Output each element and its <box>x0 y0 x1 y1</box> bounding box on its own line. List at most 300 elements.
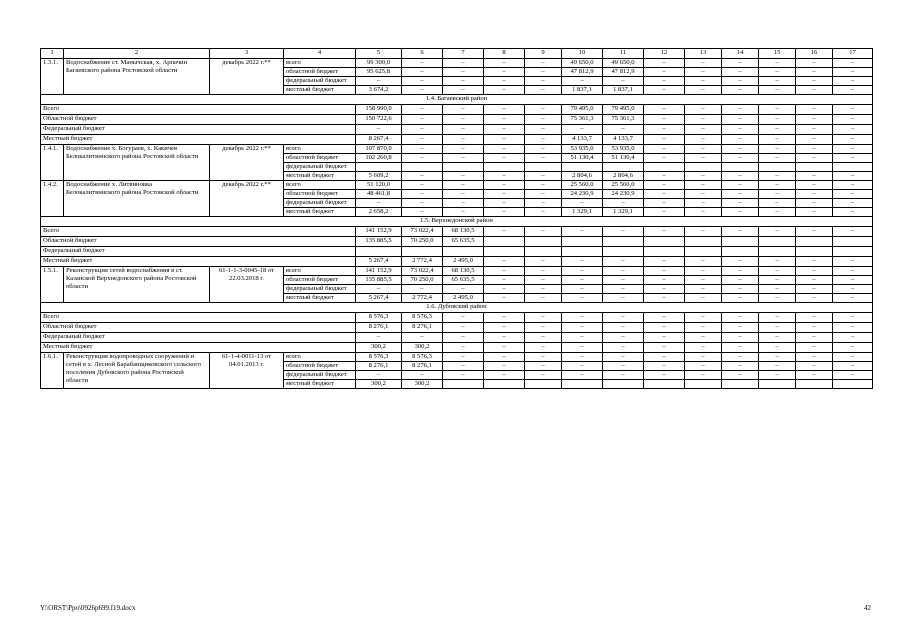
value-cell: 79 495,0 <box>562 105 603 115</box>
value-cell: – <box>562 362 603 371</box>
value-cell: – <box>833 353 873 362</box>
value-cell: 24 230,9 <box>603 190 644 199</box>
value-cell: – <box>759 105 796 115</box>
value-cell <box>833 247 873 257</box>
column-number: 13 <box>685 49 722 59</box>
value-cell: – <box>562 257 603 267</box>
column-number: 6 <box>402 49 443 59</box>
value-cell: – <box>644 323 685 333</box>
value-cell <box>759 237 796 247</box>
value-cell: – <box>356 371 402 380</box>
value-cell: – <box>796 105 833 115</box>
value-cell: – <box>402 172 443 181</box>
value-cell: – <box>443 172 484 181</box>
value-cell <box>402 247 443 257</box>
value-cell <box>603 163 644 172</box>
value-cell: – <box>402 145 443 154</box>
value-cell: – <box>685 371 722 380</box>
value-cell: – <box>402 86 443 95</box>
value-cell: – <box>443 208 484 217</box>
budget-source-label: федеральный бюджет <box>284 77 356 86</box>
value-cell: 53 935,0 <box>562 145 603 154</box>
value-cell: – <box>759 267 796 276</box>
value-cell: – <box>484 267 525 276</box>
value-cell: – <box>685 294 722 303</box>
section-row <box>41 95 873 105</box>
value-cell: – <box>603 77 644 86</box>
value-cell: – <box>402 115 443 125</box>
value-cell: – <box>685 208 722 217</box>
value-cell: – <box>443 199 484 208</box>
budget-source-label: федеральный бюджет <box>284 163 356 172</box>
value-cell: 107 870,0 <box>356 145 402 154</box>
value-cell: – <box>796 333 833 343</box>
value-cell: – <box>644 86 685 95</box>
value-cell: – <box>603 323 644 333</box>
value-cell: – <box>402 154 443 163</box>
value-cell: 49 650,0 <box>603 59 644 68</box>
value-cell: 47 812,9 <box>562 68 603 77</box>
value-cell: – <box>644 115 685 125</box>
value-cell: 1 329,1 <box>603 208 644 217</box>
project-code: 1.4.1. <box>41 145 64 181</box>
value-cell: – <box>759 135 796 145</box>
value-cell: 75 361,3 <box>603 115 644 125</box>
budget-source-label: местный бюджет <box>284 208 356 217</box>
value-cell <box>796 237 833 247</box>
total-row <box>41 105 873 115</box>
value-cell: – <box>644 313 685 323</box>
value-cell: 300,2 <box>356 380 402 389</box>
value-cell: – <box>796 77 833 86</box>
value-cell: 79 495,0 <box>603 105 644 115</box>
project-row <box>41 181 873 190</box>
value-cell: – <box>759 190 796 199</box>
value-cell: – <box>525 267 562 276</box>
value-cell: – <box>759 199 796 208</box>
budget-source-label: федеральный бюджет <box>284 199 356 208</box>
value-cell: – <box>685 267 722 276</box>
value-cell: – <box>796 257 833 267</box>
value-cell: – <box>759 145 796 154</box>
value-cell: – <box>722 323 759 333</box>
value-cell: – <box>722 190 759 199</box>
value-cell: – <box>685 276 722 285</box>
value-cell: – <box>759 323 796 333</box>
value-cell: – <box>722 135 759 145</box>
value-cell <box>562 163 603 172</box>
value-cell: – <box>443 190 484 199</box>
value-cell: – <box>722 353 759 362</box>
project-row <box>41 267 873 276</box>
value-cell: – <box>644 145 685 154</box>
value-cell: – <box>562 77 603 86</box>
value-cell: – <box>562 276 603 285</box>
value-cell: 8 576,3 <box>402 313 443 323</box>
column-number: 16 <box>796 49 833 59</box>
value-cell: – <box>443 135 484 145</box>
value-cell: – <box>722 343 759 353</box>
value-cell: – <box>562 285 603 294</box>
value-cell: – <box>525 343 562 353</box>
value-cell: – <box>833 86 873 95</box>
value-cell: – <box>603 313 644 323</box>
column-number: 7 <box>443 49 484 59</box>
value-cell: – <box>796 323 833 333</box>
value-cell: – <box>356 199 402 208</box>
value-cell: – <box>759 77 796 86</box>
file-path: Y:\ORST\Ppo\0926p699.f19.docx <box>40 604 136 612</box>
value-cell: – <box>443 371 484 380</box>
value-cell: – <box>759 333 796 343</box>
value-cell: 2 804,6 <box>562 172 603 181</box>
value-cell: – <box>525 190 562 199</box>
value-cell <box>484 163 525 172</box>
value-cell: – <box>833 276 873 285</box>
value-cell: – <box>525 154 562 163</box>
value-cell: – <box>484 257 525 267</box>
value-cell: – <box>443 154 484 163</box>
value-cell: – <box>562 343 603 353</box>
value-cell <box>722 237 759 247</box>
value-cell: – <box>603 125 644 135</box>
value-cell: – <box>759 343 796 353</box>
value-cell: – <box>562 294 603 303</box>
budget-source-label: областной бюджет <box>284 276 356 285</box>
column-number: 5 <box>356 49 402 59</box>
value-cell: – <box>644 294 685 303</box>
value-cell: – <box>722 276 759 285</box>
value-cell: 73 022,4 <box>402 267 443 276</box>
value-cell: – <box>525 333 562 343</box>
value-cell: – <box>759 227 796 237</box>
value-cell: – <box>833 59 873 68</box>
value-cell: – <box>759 353 796 362</box>
value-cell: 48 461,8 <box>356 190 402 199</box>
value-cell <box>644 247 685 257</box>
value-cell: 135 885,5 <box>356 237 402 247</box>
value-cell: – <box>759 125 796 135</box>
value-cell: – <box>833 181 873 190</box>
value-cell: – <box>644 257 685 267</box>
value-cell: – <box>685 343 722 353</box>
value-cell: – <box>603 276 644 285</box>
project-name: Водоснабжение ст. Манычская, х. Арпачин Багаевского района Ростовской области <box>64 59 210 95</box>
value-cell: – <box>484 227 525 237</box>
value-cell: – <box>833 294 873 303</box>
value-cell: – <box>796 343 833 353</box>
value-cell: 2 772,4 <box>402 294 443 303</box>
total-row <box>41 227 873 237</box>
value-cell <box>644 380 685 389</box>
project-code: 1.3.1. <box>41 59 64 95</box>
value-cell: – <box>685 145 722 154</box>
value-cell: – <box>525 208 562 217</box>
value-cell: – <box>356 333 402 343</box>
value-cell <box>525 247 562 257</box>
value-cell: 53 935,0 <box>603 145 644 154</box>
value-cell: – <box>484 125 525 135</box>
value-cell: 73 022,4 <box>402 227 443 237</box>
value-cell: – <box>562 267 603 276</box>
value-cell <box>833 237 873 247</box>
value-cell: – <box>402 333 443 343</box>
project-name: Водоснабжение х. Литвиновка Белокалитвинского района Ростовской области <box>64 181 210 217</box>
value-cell: – <box>644 105 685 115</box>
total-row <box>41 247 873 257</box>
value-cell: – <box>525 115 562 125</box>
value-cell: – <box>685 105 722 115</box>
section-row <box>41 217 873 227</box>
value-cell: – <box>833 343 873 353</box>
value-cell: 135 885,5 <box>356 276 402 285</box>
value-cell: – <box>833 190 873 199</box>
value-cell: – <box>796 59 833 68</box>
value-cell: – <box>685 323 722 333</box>
value-cell: – <box>484 190 525 199</box>
value-cell: – <box>443 181 484 190</box>
value-cell: – <box>484 323 525 333</box>
value-cell: – <box>722 77 759 86</box>
total-label: Областной бюджет <box>41 115 356 125</box>
value-cell: 65 635,5 <box>443 276 484 285</box>
value-cell: – <box>525 362 562 371</box>
value-cell: – <box>796 135 833 145</box>
value-cell: 51 130,4 <box>603 154 644 163</box>
value-cell: – <box>402 199 443 208</box>
value-cell: – <box>722 257 759 267</box>
value-cell: – <box>443 105 484 115</box>
value-cell: – <box>443 285 484 294</box>
value-cell: 1 329,1 <box>562 208 603 217</box>
value-cell: – <box>759 371 796 380</box>
value-cell: – <box>525 276 562 285</box>
value-cell: – <box>685 199 722 208</box>
total-label: Местный бюджет <box>41 135 356 145</box>
value-cell: – <box>722 105 759 115</box>
value-cell: – <box>484 115 525 125</box>
value-cell: – <box>356 77 402 86</box>
value-cell <box>796 380 833 389</box>
value-cell: – <box>796 172 833 181</box>
column-number: 15 <box>759 49 796 59</box>
value-cell: – <box>833 227 873 237</box>
value-cell: 150 722,6 <box>356 115 402 125</box>
value-cell: – <box>759 294 796 303</box>
value-cell: 24 230,9 <box>562 190 603 199</box>
value-cell <box>759 380 796 389</box>
value-cell: – <box>644 181 685 190</box>
value-cell: – <box>484 276 525 285</box>
project-name: Реконструкция сетей водоснабжения в ст. Казанской Верхнедонского района Ростовской области <box>64 267 210 303</box>
value-cell: – <box>685 172 722 181</box>
value-cell: – <box>443 313 484 323</box>
value-cell: – <box>402 181 443 190</box>
value-cell <box>603 237 644 247</box>
value-cell: – <box>644 77 685 86</box>
value-cell: – <box>484 154 525 163</box>
value-cell: – <box>722 86 759 95</box>
value-cell: – <box>525 68 562 77</box>
total-row <box>41 313 873 323</box>
value-cell: – <box>796 190 833 199</box>
value-cell <box>562 247 603 257</box>
budget-source-label: местный бюджет <box>284 380 356 389</box>
value-cell: – <box>484 199 525 208</box>
section-row <box>41 303 873 313</box>
total-label: Всего <box>41 105 356 115</box>
value-cell: – <box>603 343 644 353</box>
value-cell: – <box>796 86 833 95</box>
value-cell: – <box>443 343 484 353</box>
value-cell: – <box>484 77 525 86</box>
value-cell: 2 658,2 <box>356 208 402 217</box>
section-title: 1.4. Багаевский район <box>41 95 873 105</box>
column-number: 3 <box>210 49 284 59</box>
column-number: 8 <box>484 49 525 59</box>
value-cell: – <box>525 135 562 145</box>
project-name: Водоснабжение х. Богураев, х. Какичев Белокалитвинского района Ростовской области <box>64 145 210 181</box>
value-cell: – <box>722 59 759 68</box>
project-term: декабрь 2022 г.** <box>210 59 284 95</box>
value-cell: – <box>402 59 443 68</box>
value-cell: – <box>402 125 443 135</box>
column-number: 2 <box>64 49 210 59</box>
total-row <box>41 323 873 333</box>
value-cell: – <box>525 199 562 208</box>
value-cell <box>759 247 796 257</box>
value-cell: – <box>562 353 603 362</box>
value-cell: – <box>443 362 484 371</box>
value-cell <box>833 163 873 172</box>
value-cell: – <box>644 135 685 145</box>
value-cell: 2 495,0 <box>443 257 484 267</box>
value-cell: – <box>833 77 873 86</box>
total-row <box>41 135 873 145</box>
value-cell: – <box>759 154 796 163</box>
value-cell: 51 130,4 <box>562 154 603 163</box>
value-cell: – <box>562 227 603 237</box>
value-cell: – <box>644 199 685 208</box>
value-cell <box>722 247 759 257</box>
value-cell: 75 361,3 <box>562 115 603 125</box>
value-cell: – <box>562 371 603 380</box>
value-cell: – <box>833 333 873 343</box>
value-cell: – <box>722 154 759 163</box>
total-label: Всего <box>41 313 356 323</box>
value-cell: – <box>356 285 402 294</box>
value-cell: 51 120,0 <box>356 181 402 190</box>
column-number: 14 <box>722 49 759 59</box>
value-cell: – <box>833 323 873 333</box>
value-cell: – <box>759 257 796 267</box>
value-cell: – <box>759 181 796 190</box>
value-cell: – <box>484 135 525 145</box>
value-cell: – <box>525 313 562 323</box>
value-cell: – <box>603 333 644 343</box>
value-cell: – <box>644 172 685 181</box>
value-cell: – <box>402 77 443 86</box>
value-cell: – <box>484 343 525 353</box>
total-row <box>41 333 873 343</box>
budget-source-label: всего <box>284 59 356 68</box>
value-cell: – <box>644 333 685 343</box>
value-cell: – <box>525 181 562 190</box>
project-term: декабрь 2022 г.** <box>210 181 284 217</box>
value-cell: – <box>833 285 873 294</box>
budget-source-label: местный бюджет <box>284 172 356 181</box>
value-cell: – <box>685 181 722 190</box>
value-cell: – <box>685 77 722 86</box>
value-cell <box>796 163 833 172</box>
total-row <box>41 125 873 135</box>
value-cell: – <box>562 323 603 333</box>
value-cell: – <box>796 267 833 276</box>
value-cell <box>644 163 685 172</box>
value-cell: – <box>644 227 685 237</box>
value-cell: 70 250,0 <box>402 237 443 247</box>
value-cell: – <box>759 172 796 181</box>
value-cell: – <box>402 135 443 145</box>
value-cell <box>562 237 603 247</box>
value-cell: 2 495,0 <box>443 294 484 303</box>
value-cell <box>525 237 562 247</box>
value-cell <box>356 247 402 257</box>
value-cell: – <box>722 208 759 217</box>
value-cell <box>443 247 484 257</box>
total-label: Местный бюджет <box>41 257 356 267</box>
value-cell: – <box>722 68 759 77</box>
value-cell: – <box>644 154 685 163</box>
project-code: 1.6.1. <box>41 353 64 389</box>
value-cell: – <box>722 145 759 154</box>
budget-table <box>40 48 873 389</box>
value-cell: – <box>443 86 484 95</box>
value-cell: – <box>833 135 873 145</box>
value-cell <box>685 163 722 172</box>
value-cell: – <box>722 285 759 294</box>
value-cell: – <box>402 105 443 115</box>
value-cell: – <box>796 125 833 135</box>
value-cell: – <box>484 181 525 190</box>
value-cell: – <box>644 343 685 353</box>
project-term: 61-1-1-3-0045-18 от 22.03.2018 г. <box>210 267 284 303</box>
value-cell: 5 267,4 <box>356 294 402 303</box>
value-cell: – <box>685 125 722 135</box>
value-cell: – <box>484 105 525 115</box>
value-cell <box>525 163 562 172</box>
project-code: 1.4.2. <box>41 181 64 217</box>
value-cell: 65 635,5 <box>443 237 484 247</box>
value-cell: – <box>603 285 644 294</box>
value-cell: 141 152,9 <box>356 267 402 276</box>
value-cell: – <box>603 294 644 303</box>
budget-source-label: всего <box>284 267 356 276</box>
value-cell: 8 267,4 <box>356 135 402 145</box>
total-row <box>41 257 873 267</box>
value-cell: – <box>525 257 562 267</box>
value-cell: 8 576,3 <box>356 353 402 362</box>
value-cell: – <box>833 125 873 135</box>
budget-source-label: всего <box>284 353 356 362</box>
value-cell: – <box>525 285 562 294</box>
value-cell: – <box>443 125 484 135</box>
value-cell: – <box>644 285 685 294</box>
value-cell: 5 267,4 <box>356 257 402 267</box>
value-cell: – <box>603 362 644 371</box>
value-cell: – <box>525 294 562 303</box>
value-cell: – <box>644 125 685 135</box>
